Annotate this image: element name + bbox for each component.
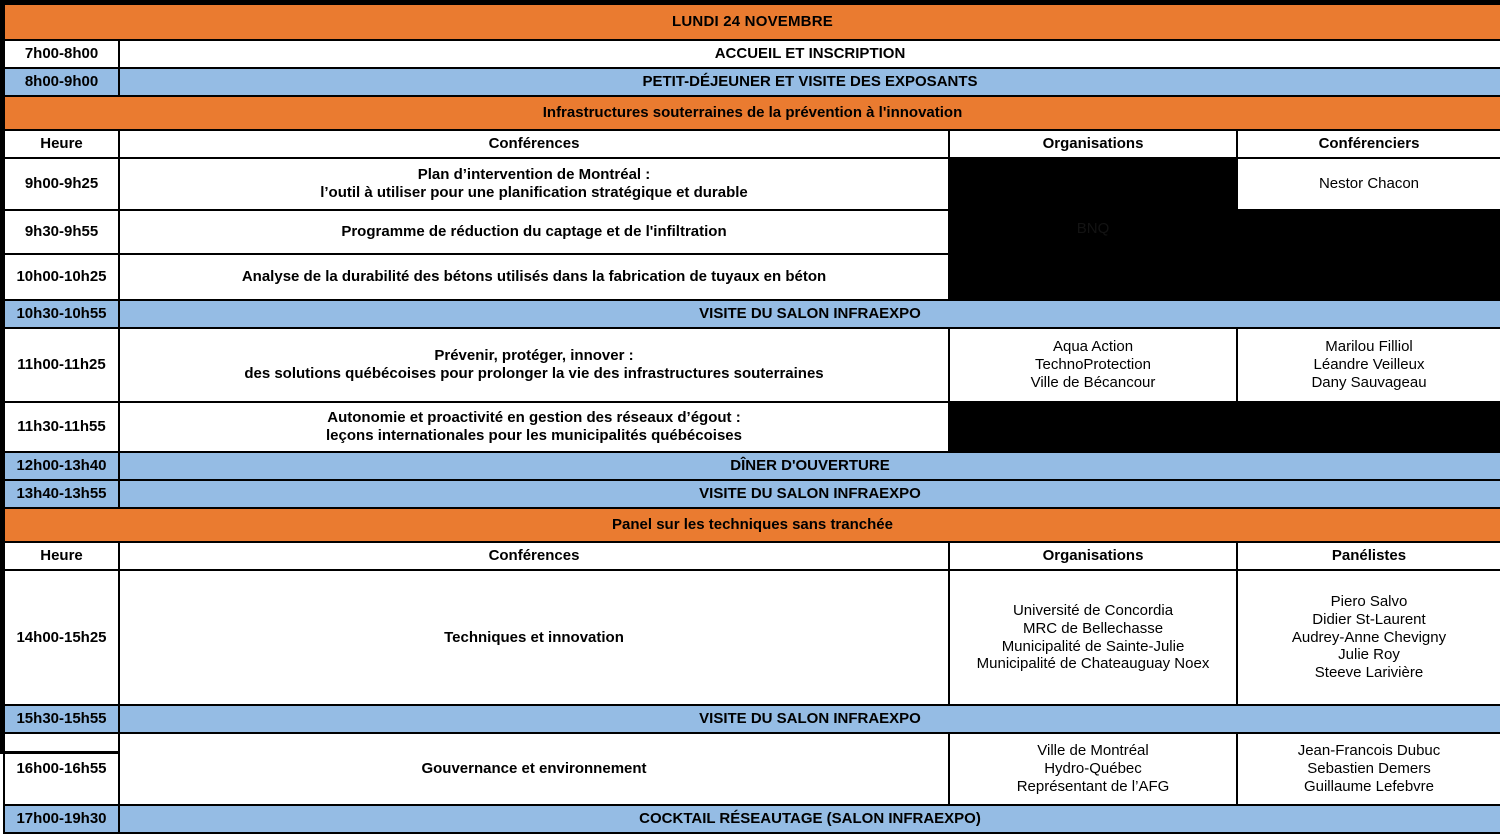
column-header-panelistes: Panélistes — [1237, 542, 1500, 570]
text-line: Dany Sauvageau — [1311, 373, 1427, 391]
conference-cell — [119, 328, 949, 402]
table-row — [4, 210, 1500, 254]
column-header-conferences: Conférences — [119, 542, 949, 570]
time-cell: 11h00-11h25 — [4, 328, 119, 402]
time-cell: 9h00-9h25 — [4, 158, 119, 210]
organisations-cell — [949, 570, 1237, 705]
schedule-table — [3, 3, 1500, 834]
conference-cell: Techniques et innovation — [119, 570, 949, 705]
table-row — [4, 452, 1500, 480]
event-band-visite-salon: VISITE DU SALON INFRAEXPO — [119, 705, 1500, 733]
day-title-row — [4, 4, 1500, 40]
text-line: Plan d’intervention de Montréal : — [417, 166, 651, 184]
section-title-panel: Panel sur les techniques sans tranchée — [4, 508, 1500, 542]
text-line: leçons internationales pour les municipalités québécoises — [326, 427, 742, 444]
table-row — [4, 805, 1500, 833]
text-line: Léandre Veilleux — [1313, 356, 1425, 374]
conference-cell: Gouvernance et environnement — [119, 733, 949, 805]
column-header-row — [4, 130, 1500, 158]
time-cell: 15h30-15h55 — [4, 705, 119, 733]
time-cell: 11h30-11h55 — [4, 402, 119, 452]
event-band-diner: DÎNER D'OUVERTURE — [119, 452, 1500, 480]
column-header-heure: Heure — [4, 542, 119, 570]
text-line: Marilou Filliol — [1325, 338, 1413, 356]
section-title-row — [4, 508, 1500, 542]
speakers-cell-redacted — [1237, 210, 1500, 300]
text-line: Programme de réduction du captage et de l'infiltration — [341, 223, 727, 241]
text-line: Analyse de la durabilité des bétons utilisés dans la fabrication de tuyaux en béton — [241, 268, 827, 286]
text-line: Municipalité de Chateauguay Noex — [976, 655, 1210, 673]
table-row — [4, 68, 1500, 96]
text-line: Prévenir, protéger, innover : — [434, 347, 634, 365]
event-band-cocktail: COCKTAIL RÉSEAUTAGE (SALON INFRAEXPO) — [119, 805, 1500, 833]
text-line: Aqua Action — [1052, 338, 1134, 356]
text-line: Représentant de l’AFG — [1016, 777, 1170, 795]
time-cell: 13h40-13h55 — [4, 480, 119, 508]
section-title-infrastructures: Infrastructures souterraines de la prévention à l'innovation — [4, 96, 1500, 130]
column-header-conferenciers: Conférenciers — [1237, 130, 1500, 158]
text-line: l’outil à utiliser pour une planification stratégique et durable — [320, 184, 748, 201]
organisations-cell — [949, 733, 1237, 805]
event-band-petit-dejeuner: PETIT-DÉJEUNER ET VISITE DES EXPOSANTS — [119, 68, 1500, 96]
text-line: Audrey-Anne Chevigny — [1291, 628, 1447, 646]
table-row — [4, 733, 1500, 805]
event-band-accueil: ACCUEIL ET INSCRIPTION — [119, 40, 1500, 68]
speakers-cell — [1237, 328, 1500, 402]
time-cell: 17h00-19h30 — [4, 805, 119, 833]
panelists-cell — [1237, 733, 1500, 805]
table-row — [4, 300, 1500, 328]
text-line: Hydro-Québec — [1044, 760, 1142, 778]
table-row — [4, 570, 1500, 705]
conference-cell — [119, 254, 949, 300]
conference-cell — [119, 402, 949, 452]
text-line: des solutions québécoises pour prolonger la vie des infrastructures souterraines — [244, 365, 824, 382]
table-row — [4, 40, 1500, 68]
text-line: TechnoProtection — [1035, 356, 1151, 374]
text-line: Municipalité de Sainte-Julie — [1001, 637, 1185, 655]
column-header-conferences: Conférences — [119, 130, 949, 158]
panelists-cell — [1237, 570, 1500, 705]
time-cell: 16h00-16h55 — [4, 733, 119, 805]
column-header-row — [4, 542, 1500, 570]
text-line: Piero Salvo — [1330, 593, 1408, 611]
text-line: Université de Concordia — [1012, 602, 1174, 620]
column-header-heure: Heure — [4, 130, 119, 158]
table-row — [4, 705, 1500, 733]
time-cell: 10h30-10h55 — [4, 300, 119, 328]
section-title-row — [4, 96, 1500, 130]
text-line: Autonomie et proactivité en gestion des réseaux d’égout : — [327, 409, 741, 427]
organisations-speakers-cell-redacted — [949, 402, 1500, 452]
time-cell: 10h00-10h25 — [4, 254, 119, 300]
table-row — [4, 158, 1500, 210]
time-cell: 8h00-9h00 — [4, 68, 119, 96]
conference-cell — [119, 158, 949, 210]
text-line: Guillaume Lefebvre — [1303, 777, 1435, 795]
table-row — [4, 328, 1500, 402]
day-title: LUNDI 24 NOVEMBRE — [4, 4, 1500, 40]
text-line: Sebastien Demers — [1307, 760, 1431, 778]
text-line: MRC de Bellechasse — [1022, 619, 1164, 637]
redacted-ghost-text: BNQ — [1076, 220, 1110, 238]
text-line: Jean-Francois Dubuc — [1297, 742, 1441, 760]
text-line: Steeve Larivière — [1314, 664, 1424, 682]
table-row — [4, 480, 1500, 508]
text-line: Ville de Montréal — [1037, 742, 1149, 760]
column-header-organisations: Organisations — [949, 130, 1237, 158]
time-cell: 7h00-8h00 — [4, 40, 119, 68]
time-cell: 14h00-15h25 — [4, 570, 119, 705]
time-cell: 12h00-13h40 — [4, 452, 119, 480]
organisations-cell-redacted — [949, 158, 1237, 300]
column-header-organisations: Organisations — [949, 542, 1237, 570]
table-row — [4, 402, 1500, 452]
text-line: Didier St-Laurent — [1312, 610, 1426, 628]
conference-cell — [119, 210, 949, 254]
event-band-visite-salon: VISITE DU SALON INFRAEXPO — [119, 480, 1500, 508]
event-band-visite-salon: VISITE DU SALON INFRAEXPO — [119, 300, 1500, 328]
text-line: Ville de Bécancour — [1030, 373, 1156, 391]
organisations-cell — [949, 328, 1237, 402]
speakers-cell: Nestor Chacon — [1237, 158, 1500, 210]
text-line: Julie Roy — [1338, 646, 1400, 664]
time-cell: 9h30-9h55 — [4, 210, 119, 254]
